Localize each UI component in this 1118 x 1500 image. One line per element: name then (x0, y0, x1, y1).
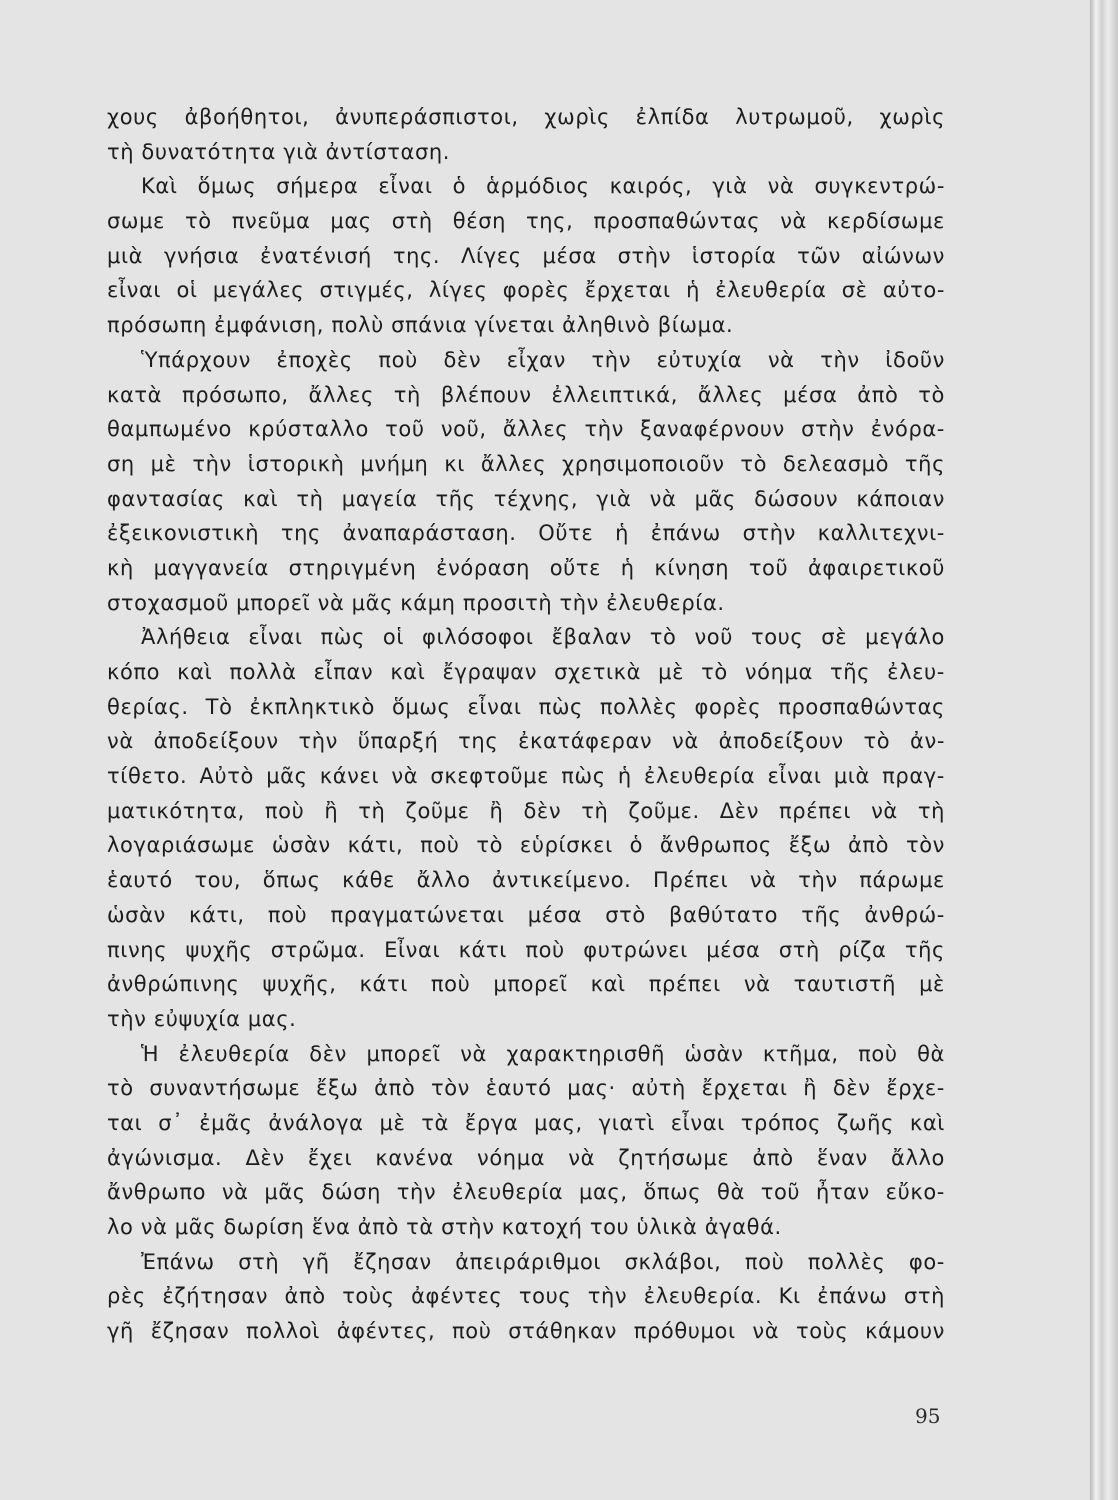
text-line: ρὲς ἐζήτησαν ἀπὸ τοὺς ἀφέντες τους τὴν ἐλευθερία. Κι ἐπάνω στὴ (107, 1284, 945, 1309)
text-line: ἄνθρωπο νὰ μᾶς δώση τὴν ἐλευθερία μας, ὅπως θὰ τοῦ ἦταν εὔκο- (107, 1180, 945, 1205)
text-line: ση μὲ τὴν ἱστορικὴ μνήμη κι ἄλλες χρησιμοποιοῦν τὸ δελεασμὸ τῆς (107, 451, 945, 476)
text-line: τὴ δυνατότητα γιὰ ἀντίσταση. (107, 139, 451, 164)
text-line: πινης ψυχῆς στρῶμα. Εἶναι κάτι ποὺ φυτρώνει μέσα στὴ ρίζα τῆς (107, 937, 945, 962)
text-line: λογαριάσωμε ὡσὰν κάτι, ποὺ τὸ εὑρίσκει ὁ ἄνθρωπος ἔξω ἀπὸ τὸν (107, 833, 945, 858)
text-line: σωμε τὸ πνεῦμα μας στὴ θέση της, προσπαθώντας νὰ κερδίσωμε (107, 209, 945, 234)
text-line: Ὑπάρχουν ἐποχὲς ποὺ δὲν εἶχαν τὴν εὐτυχία νὰ τὴν ἰδοῦν (141, 347, 945, 372)
text-line: τὸ συναντήσωμε ἔξω ἀπὸ τὸν ἑαυτό μας· αὐτὴ ἔρχεται ἢ δὲν ἔρχε- (107, 1076, 945, 1101)
text-line: ὡσὰν κάτι, ποὺ πραγματώνεται μέσα στὸ βαθύτατο τῆς ἀνθρώ- (107, 902, 945, 927)
text-line: ται σ᾿ ἐμᾶς ἀνάλογα μὲ τὰ ἔργα μας, γιατὶ εἶναι τρόπος ζωῆς καὶ (107, 1110, 945, 1135)
body-text (107, 100, 945, 1349)
page-number: 95 (915, 1404, 941, 1428)
text-line: Ἡ ἐλευθερία δὲν μπορεῖ νὰ χαρακτηρισθῆ ὡσὰν κτῆμα, ποὺ θὰ (141, 1041, 945, 1066)
text-line: ἑαυτό του, ὅπως κάθε ἄλλο ἀντικείμενο. Πρέπει νὰ τὴν πάρωμε (107, 868, 945, 893)
text-line: στοχασμοῦ μπορεῖ νὰ μᾶς κάμη προσιτὴ τὴν ἐλευθερία. (107, 590, 725, 615)
text-line: ἀγώνισμα. Δὲν ἔχει κανένα νόημα νὰ ζητήσωμε ἀπὸ ἕναν ἄλλο (107, 1145, 945, 1170)
page-edge (1090, 0, 1118, 1500)
text-line: κόπο καὶ πολλὰ εἶπαν καὶ ἔγραψαν σχετικὰ μὲ τὸ νόημα τῆς ἐλευ- (107, 660, 945, 684)
text-line: γῆ ἔζησαν πολλοὶ ἀφέντες, ποὺ στάθηκαν πρόθυμοι νὰ τοὺς κάμουν (107, 1319, 945, 1344)
text-line: φαντασίας καὶ τὴ μαγεία τῆς τέχνης, γιὰ νὰ μᾶς δώσουν κάποιαν (107, 486, 945, 511)
text-line: νὰ ἀποδείξουν τὴν ὕπαρξή της ἐκατάφεραν νὰ ἀποδείξουν τὸ ἀν- (107, 729, 945, 754)
text-line: Καὶ ὅμως σήμερα εἶναι ὁ ἁρμόδιος καιρός, γιὰ νὰ συγκεντρώ- (141, 174, 945, 199)
text-line: τὴν εὐψυχία μας. (107, 1006, 297, 1031)
text-line: κατὰ πρόσωπο, ἄλλες τὴ βλέπουν ἐλλειπτικά, ἄλλες μέσα ἀπὸ τὸ (107, 382, 945, 407)
text-line: θαμπωμένο κρύσταλλο τοῦ νοῦ, ἄλλες τὴν ξαναφέρνουν στὴν ἐνόρα- (107, 417, 945, 442)
text-line: ματικότητα, ποὺ ἢ τὴ ζοῦμε ἢ δὲν τὴ ζοῦμε. Δὲν πρέπει νὰ τὴ (107, 798, 945, 823)
text-line: τίθετο. Αὐτὸ μᾶς κάνει νὰ σκεφτοῦμε πὼς ἡ ἐλευθερία εἶναι μιὰ πραγ- (107, 764, 945, 789)
text-line: θερίας. Τὸ ἐκπληκτικὸ ὅμως εἶναι πὼς πολλὲς φορὲς προσπαθώντας (107, 694, 945, 719)
text-line: ἀνθρώπινης ψυχῆς, κάτι ποὺ μπορεῖ καὶ πρέπει νὰ ταυτιστῆ μὲ (107, 972, 945, 997)
text-line: χους ἀβοήθητοι, ἀνυπεράσπιστοι, χωρὶς ἐλπίδα λυτρωμοῦ, χωρὶς (107, 105, 945, 129)
text-line: Ἐπάνω στὴ γῆ ἔζησαν ἀπειράριθμοι σκλάβοι, ποὺ πολλὲς φο- (141, 1249, 945, 1274)
text-line: μιὰ γνήσια ἐνατένισή της. Λίγες μέσα στὴν ἱστορία τῶν αἰώνων (107, 243, 945, 268)
text-line: κὴ μαγγανεία στηριγμένη ἐνόραση οὔτε ἡ κίνηση τοῦ ἀφαιρετικοῦ (107, 555, 945, 580)
text-line: λο νὰ μᾶς δωρίση ἕνα ἀπὸ τὰ στὴν κατοχή του ὑλικὰ ἀγαθά. (107, 1215, 782, 1239)
text-line: Ἀλήθεια εἶναι πὼς οἱ φιλόσοφοι ἔβαλαν τὸ νοῦ τους σὲ μεγάλο (141, 625, 945, 650)
text-line: εἶναι οἱ μεγάλες στιγμές, λίγες φορὲς ἔρχεται ἡ ἐλευθερία σὲ αὐτο- (107, 278, 945, 303)
text-line: πρόσωπη ἐμφάνιση, πολὺ σπάνια γίνεται ἀληθινὸ βίωμα. (107, 313, 734, 338)
text-line: ἐξεικονιστικὴ της ἀναπαράσταση. Οὔτε ἡ ἐπάνω στὴν καλλιτεχνι- (107, 521, 945, 546)
